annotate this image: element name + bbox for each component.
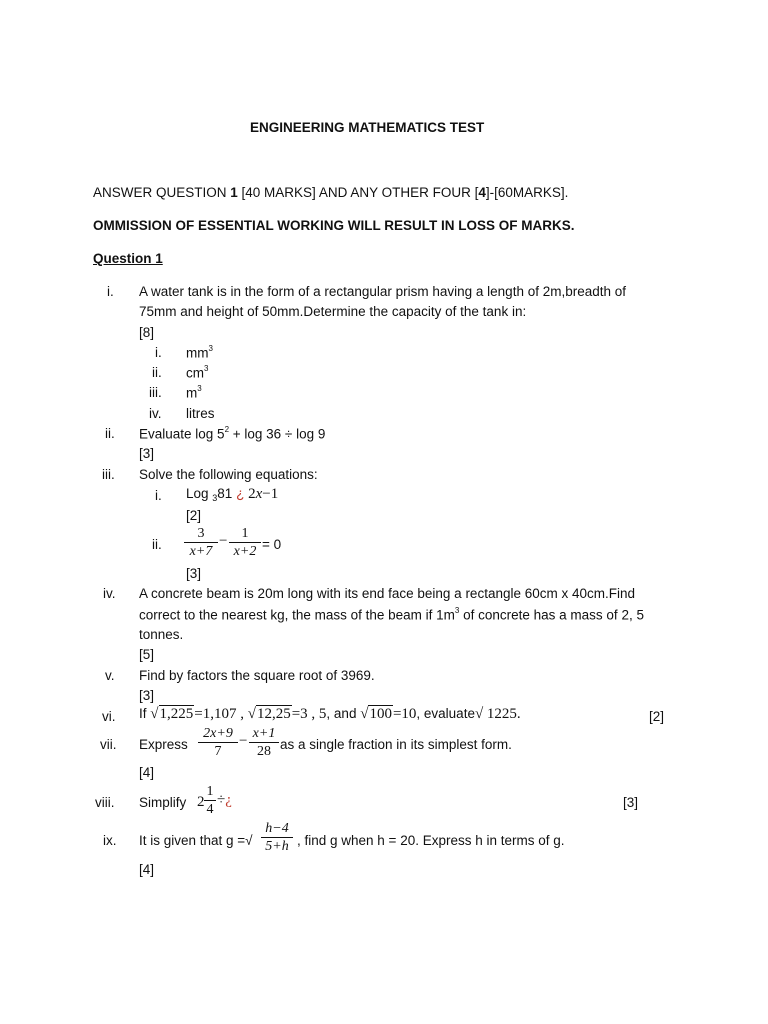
missing-symbol-mark: ¿ <box>236 486 245 501</box>
q4-number: iv. <box>103 586 116 601</box>
page-title: ENGINEERING MATHEMATICS TEST <box>250 120 485 135</box>
q2-text: Evaluate $\log 5^2 + \log 36 \div \log 9$ <box>139 425 326 442</box>
q3-b-fraction-2: $\frac{1}{x+2}$ <box>229 526 261 560</box>
answer-four: 4 <box>478 185 486 200</box>
q9-marks: [4] <box>139 862 155 877</box>
q8-mixed-whole: 2 <box>197 794 205 810</box>
q5-marks: [3] <box>139 688 155 703</box>
answer-prefix: ANSWER QUESTION <box>93 185 231 200</box>
q6-number: vi. <box>102 709 116 724</box>
q9-text-pre: It is given that g =√ <box>139 833 253 848</box>
q6-text: If √1,225=1,107 , √12,25=3 , 5, and √100=10, evaluate√ 1225. <box>139 706 521 722</box>
q7-express-label: Express <box>139 737 188 752</box>
q9-fraction: $\frac{h-4}{5+h}$ <box>261 821 293 855</box>
answer-mid: [40 MARKS] AND ANY OTHER FOUR [ <box>237 185 479 200</box>
q1-text-line2: 75mm and height of 50mm.Determine the capacity of the tank in: <box>139 304 527 319</box>
missing-symbol-mark: ¿ <box>225 792 232 808</box>
q3-text: Solve the following equations: <box>139 467 318 482</box>
q1-sub-i-unit: $mm^3$ <box>186 344 213 361</box>
sqrt-1225: √1,225 <box>150 706 194 722</box>
q4-text-line3: tonnes. <box>139 627 184 642</box>
q8-marks: [3] <box>623 795 639 810</box>
q7-number: vii. <box>100 737 117 752</box>
sqrt-1225-alt: √12,25 <box>247 706 291 722</box>
q3-b-number: ii. <box>152 537 162 552</box>
q4-marks: [5] <box>139 647 155 662</box>
q1-sub-ii-unit: $cm^3$ <box>186 364 209 381</box>
q4-text-line1: A concrete beam is 20m long with its end face being a rectangle 60cm x 40cm.Find <box>139 586 636 601</box>
q1-sub-ii-number: ii. <box>152 365 162 380</box>
answer-instruction <box>93 185 568 200</box>
q3-b-equals: = 0 <box>262 537 282 552</box>
q1-sub-i-number: i. <box>155 345 162 360</box>
q8-number: viii. <box>95 795 115 810</box>
answer-question-number: 1 <box>230 185 238 200</box>
q6-marks: [2] <box>649 709 665 724</box>
q8-simplify-label: Simplify <box>139 795 187 810</box>
q1-number: i. <box>107 284 114 299</box>
q1-text-line1: A water tank is in the form of a rectangular prism having a length of 2m,breadth of <box>139 284 627 299</box>
answer-suffix: ]-[60MARKS]. <box>485 185 569 200</box>
q5-number: v. <box>105 668 115 683</box>
q3-b-minus: − <box>219 533 228 549</box>
q3-a-number: i. <box>155 488 162 503</box>
q7-text: as a single fraction in its simplest form. <box>280 737 512 752</box>
omission-warning: OMMISSION OF ESSENTIAL WORKING WILL RESULT IN LOSS OF MARKS. <box>93 218 575 233</box>
q3-a-marks: [2] <box>186 508 202 523</box>
q2-number: ii. <box>105 426 115 441</box>
q7-minus: − <box>239 733 248 749</box>
q2-marks: [3] <box>139 446 155 461</box>
q7-marks: [4] <box>139 765 155 780</box>
q8-mixed-fraction: $\frac{1}{4}$ <box>204 784 216 818</box>
question-heading: Question 1 <box>93 251 163 266</box>
q3-a-equation: Log $_3$81 ¿ 2x−1 <box>186 486 279 503</box>
q1-sub-iv-number: iv. <box>149 406 162 421</box>
q3-b-marks: [3] <box>186 566 202 581</box>
q9-text-post: , find g when h = 20. Express h in terms of g. <box>297 833 565 848</box>
sqrt-100: √100 <box>360 706 392 722</box>
q5-text: Find by factors the square root of 3969. <box>139 668 375 683</box>
q1-marks: [8] <box>139 325 155 340</box>
q7-fraction-1: $\frac{2x+9}{7}$ <box>198 726 238 760</box>
q7-fraction-2: $\frac{x+1}{28}$ <box>249 726 279 760</box>
q3-b-fraction-1: $\frac{3}{x+7}$ <box>184 526 218 560</box>
q9-number: ix. <box>103 833 117 848</box>
q4-text-line2: correct to the nearest kg, the mass of the beam if $1m^3$ of concrete has a mass of 2, 5 <box>139 606 644 623</box>
q3-number: iii. <box>102 467 115 482</box>
q1-sub-iii-unit: $m^3$ <box>186 384 202 401</box>
q1-sub-iii-number: iii. <box>149 385 162 400</box>
q8-divide: ÷¿ <box>217 792 232 808</box>
q1-sub-iv-unit: litres <box>186 406 215 421</box>
